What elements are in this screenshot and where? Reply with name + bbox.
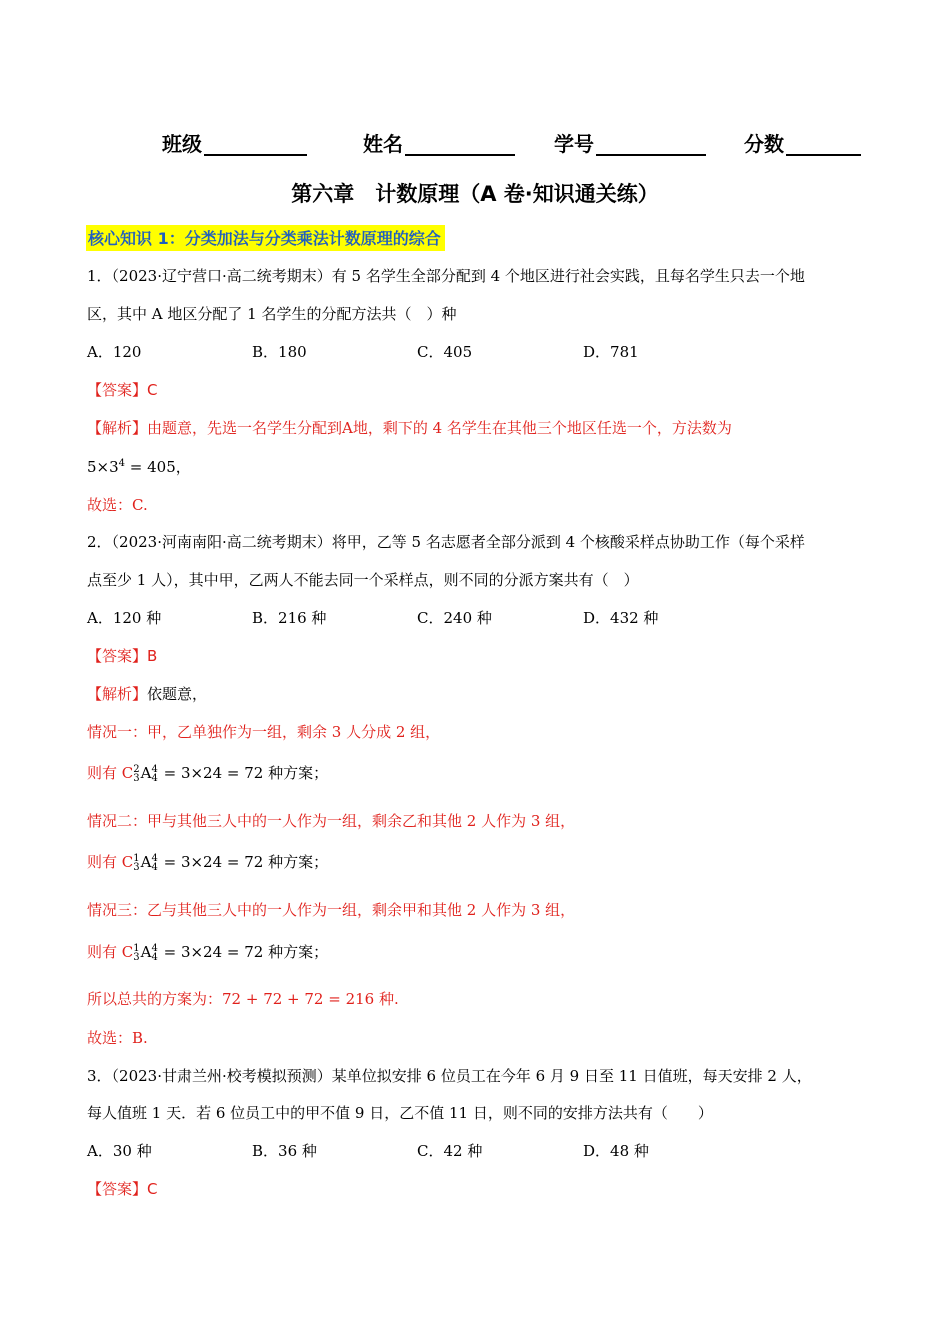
class-field[interactable] xyxy=(162,128,307,157)
q1-stem-line2: 区，其中 A 地区分配了 1 名学生的分配方法共（ ）种 xyxy=(87,305,457,323)
q2-option-a: A．120 种 xyxy=(87,609,162,627)
class-label: 班级 xyxy=(162,132,202,156)
q1-analysis xyxy=(87,417,732,438)
q3-option-a: A．30 种 xyxy=(87,1142,152,1160)
q2-result1-a: A xyxy=(140,764,152,782)
q1-conclusion: 故选：C. xyxy=(87,496,148,514)
q2-result2-value: = 3×24 = 72 种方案； xyxy=(158,853,329,871)
q2-result1-c-sub: 3 xyxy=(133,773,140,784)
q2-result3-a: A xyxy=(140,943,152,961)
q2-result1 xyxy=(87,762,328,783)
q2-result2-a-sub: 4 xyxy=(151,862,158,873)
q2-result2-prefix: 则有 C xyxy=(87,853,134,871)
q2-analysis-label: 【解析】 xyxy=(87,685,148,703)
q1-answer: 【答案】C xyxy=(87,381,158,399)
q2-result3-c-sup: 1 xyxy=(133,943,140,954)
score-field[interactable] xyxy=(744,128,861,157)
q2-result1-c-sup: 2 xyxy=(133,764,140,775)
q1-formula xyxy=(87,456,191,477)
q3-answer: 【答案】C xyxy=(87,1180,158,1198)
q2-result2-c-sup: 1 xyxy=(133,853,140,864)
q1-stem-line1: 1．（2023·辽宁营口·高二统考期末）有 5 名学生全部分配到 4 个地区进行社会实践，且每名学生只去一个地 xyxy=(87,267,805,285)
q2-result1-a-sub: 4 xyxy=(151,773,158,784)
section-heading: 核心知识 1：分类加法与分类乘法计数原理的综合 xyxy=(86,225,445,251)
q2-result3-a-indices xyxy=(151,944,157,962)
q2-result3-value: = 3×24 = 72 种方案； xyxy=(158,943,329,961)
q2-result3-c-indices xyxy=(133,944,139,962)
q2-conclusion: 故选：B. xyxy=(87,1029,148,1047)
q2-result1-prefix: 则有 C xyxy=(87,764,134,782)
q2-answer: 【答案】B xyxy=(87,647,158,665)
q1-option-c: C．405 xyxy=(417,343,473,361)
q2-result3 xyxy=(87,941,328,962)
q2-case2: 情况二：甲与其他三人中的一人作为一组，剩余乙和其他 2 人作为 3 组， xyxy=(87,812,576,830)
q1-analysis-text: 由题意，先选一名学生分配到A地，剩下的 4 名学生在其他三个地区任选一个，方法数为 xyxy=(147,419,732,437)
name-field[interactable] xyxy=(363,128,515,157)
q2-stem-line1: 2．（2023·河南南阳·高二统考期末）将甲，乙等 5 名志愿者全部分派到 4 个核酸采样点协助工作（每个采样 xyxy=(87,533,805,551)
q2-result1-value: = 3×24 = 72 种方案； xyxy=(158,764,329,782)
q2-result2-a: A xyxy=(140,853,152,871)
q2-option-b: B．216 种 xyxy=(252,609,327,627)
q2-result1-a-indices xyxy=(151,765,157,783)
q2-total: 所以总共的方案为：72 + 72 + 72 = 216 种. xyxy=(87,990,399,1008)
q3-stem-line2: 每人值班 1 天．若 6 位员工中的甲不值 9 日，乙不值 11 日，则不同的安排方法共有（ ） xyxy=(87,1104,713,1122)
q2-result2-a-sup: 4 xyxy=(151,853,158,864)
q2-case3: 情况三：乙与其他三人中的一人作为一组，剩余甲和其他 2 人作为 3 组， xyxy=(87,901,576,919)
q1-formula-base: 5×3 xyxy=(87,458,119,476)
q1-option-d: D．781 xyxy=(583,343,639,361)
q3-option-c: C．42 种 xyxy=(417,1142,483,1160)
q2-option-d: D．432 种 xyxy=(583,609,659,627)
q2-result1-a-sup: 4 xyxy=(151,764,158,775)
q2-result2-a-indices xyxy=(151,854,157,872)
q2-result3-a-sup: 4 xyxy=(151,943,158,954)
page-title: 第六章 计数原理（A 卷·知识通关练） xyxy=(291,182,659,206)
q2-option-c: C．240 种 xyxy=(417,609,492,627)
q2-result2-c-indices xyxy=(133,854,139,872)
q1-formula-result: = 405， xyxy=(125,458,191,476)
class-blank[interactable] xyxy=(204,132,307,156)
score-label: 分数 xyxy=(744,132,784,156)
q2-analysis-text: 依题意， xyxy=(147,685,208,703)
id-field[interactable] xyxy=(554,128,706,157)
q2-result3-c-sub: 3 xyxy=(133,952,140,963)
q1-option-a: A．120 xyxy=(87,343,142,361)
id-label: 学号 xyxy=(554,132,594,156)
id-blank[interactable] xyxy=(596,132,706,156)
q2-result1-c-indices xyxy=(133,765,139,783)
q2-result3-prefix: 则有 C xyxy=(87,943,134,961)
q2-result2 xyxy=(87,851,328,872)
q1-formula-exponent: 4 xyxy=(118,458,126,469)
q2-case1: 情况一：甲，乙单独作为一组，剩余 3 人分成 2 组， xyxy=(87,723,441,741)
q1-option-b: B．180 xyxy=(252,343,307,361)
score-blank[interactable] xyxy=(786,132,861,156)
q3-stem-line1: 3．（2023·甘肃兰州·校考模拟预测）某单位拟安排 6 位员工在今年 6 月 9 日至 11 日值班，每天安排 2 人， xyxy=(87,1067,812,1085)
q2-result3-a-sub: 4 xyxy=(151,952,158,963)
q3-option-b: B．36 种 xyxy=(252,1142,317,1160)
name-blank[interactable] xyxy=(405,132,515,156)
q1-analysis-label: 【解析】 xyxy=(87,419,148,437)
q2-stem-line2: 点至少 1 人），其中甲，乙两人不能去同一个采样点，则不同的分派方案共有（ ） xyxy=(87,571,639,589)
q2-analysis xyxy=(87,683,207,704)
q2-result2-c-sub: 3 xyxy=(133,862,140,873)
q3-option-d: D．48 种 xyxy=(583,1142,649,1160)
name-label: 姓名 xyxy=(363,132,403,156)
